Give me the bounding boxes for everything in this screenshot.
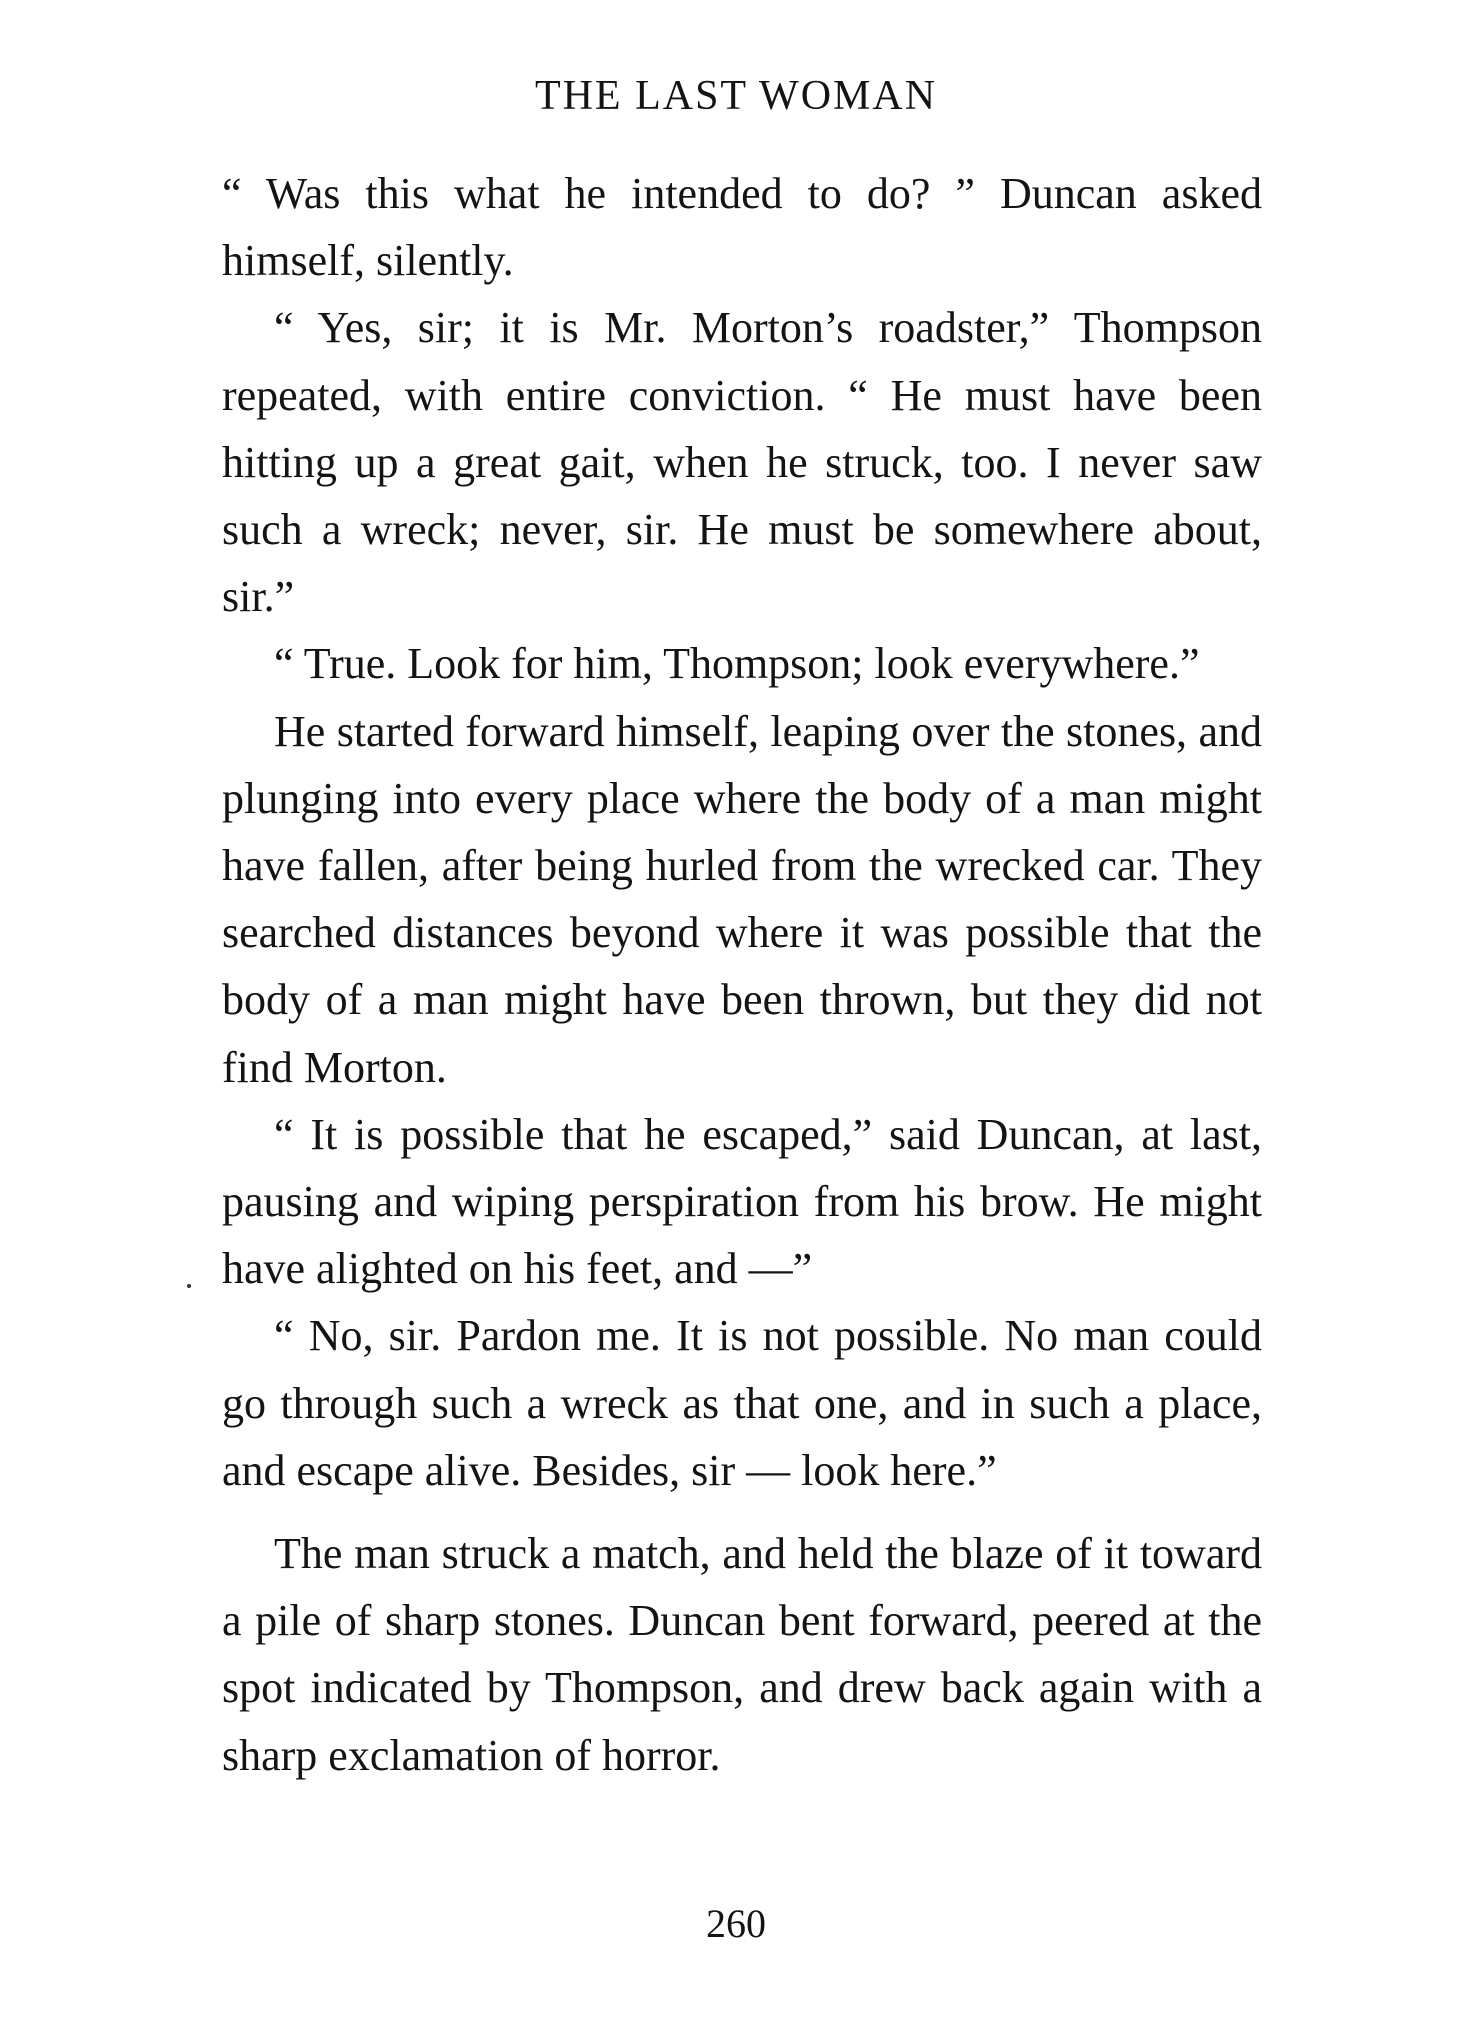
paragraph-2: “ Yes, sir; it is Mr. Morton’s roadster,” Thompson repeated, with entire conviction. “ He must have been hitting up a great gait, when he struck, too. I never saw such a wreck; never, sir. He must be somewhere about, sir.” <box>222 303 1262 622</box>
page-number: 260 <box>706 1901 766 1946</box>
paragraph-5: “ It is possible that he escaped,” said Duncan, at last, pausing and wiping perspiration from his brow. He might have alighted on his feet, and —” <box>222 1109 1262 1294</box>
body-text <box>222 160 1262 1789</box>
paragraph-7: The man struck a match, and held the blaze of it toward a pile of sharp stones. Duncan bent forward, peered at the spot indicated by Thompson, and drew back again with a sharp exclamation of horror. <box>222 1529 1262 1780</box>
ink-speck <box>187 1284 191 1288</box>
paragraph-6: “ No, sir. Pardon me. It is not possible. No man could go through such a wreck as that one, and in such a place, and escape alive. Besides, sir — look here.” <box>222 1311 1262 1495</box>
paragraph-1: “ Was this what he intended to do? ” Duncan asked himself, silently. <box>222 169 1262 286</box>
paragraph-4: He started forward himself, leaping over the stones, and plunging into every place where the body of a man might have fallen, after being hurled from the wrecked car. They searched distances beyond where it was possible that the body of a man might have been thrown, but they did not find Morton. <box>222 706 1262 1092</box>
running-head: THE LAST WOMAN <box>534 73 938 119</box>
paragraph-3: “ True. Look for him, Thompson; look everywhere.” <box>274 639 1200 689</box>
